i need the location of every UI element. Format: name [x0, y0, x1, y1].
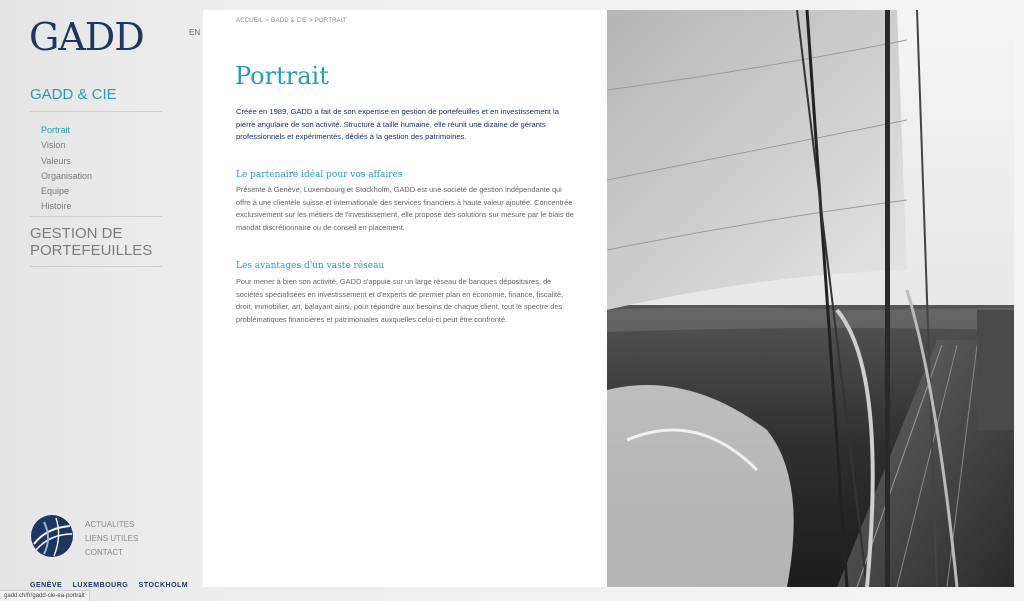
language-switch-link[interactable]: EN	[189, 28, 201, 37]
content-panel	[203, 10, 607, 587]
footer-link-actualites[interactable]: ACTUALITES	[85, 520, 135, 529]
divider	[30, 216, 162, 217]
section-body-reseau: Pour mener à bien son activité, GADD s'appuie sur un large réseau de banques dépositaires, de sociétés spécialisées en investissement et d'experts de premier plan en économie, finance, fiscalité, droit, immobilier, art, balayant ainsi, pour répondre aux besoins de chaque client, tout le spectre des problématiques financières et patrimoniales auxquelles celui-ci peut être confronté.	[236, 277, 564, 324]
footer-link-contact[interactable]: CONTACT	[85, 548, 124, 557]
footer-links	[85, 518, 138, 560]
subnav-item-organisation[interactable]: Organisation	[41, 170, 93, 181]
divider	[30, 111, 162, 112]
subnav-item-valeurs[interactable]: Valeurs	[41, 155, 71, 166]
city-geneve[interactable]: GENÈVE	[30, 582, 63, 589]
city-stockholm[interactable]: STOCKHOLM	[138, 582, 189, 589]
subnav-item-equipe[interactable]: Equipe	[41, 186, 70, 197]
sailboat-photo	[607, 10, 1014, 587]
breadcrumb[interactable]: ACCUEIL > GADD & CIE > PORTRAIT	[236, 18, 347, 24]
gadd-logo[interactable]: GADD	[29, 15, 144, 59]
page-title: Portrait	[235, 62, 329, 90]
subnav-item-histoire[interactable]: Histoire	[41, 201, 72, 212]
footer-link-liens-utiles[interactable]: LIENS UTILES	[85, 534, 139, 543]
divider	[30, 266, 162, 267]
subnav-item-vision[interactable]: Vision	[41, 140, 66, 151]
section-body-partenaire: Présente à Genève, Luxembourg et Stockholm, GADD est une société de gestion indépendante qui offre à une clientèle suisse et internationale des services financiers à haute valeur ajoutée. Concentrée exclusivement sur les métiers de l'investissement, elle propose des solutions sur mesure par le biais de mandat discrétionnaire ou de conseil en placement.	[236, 185, 574, 232]
intro-paragraph: Créée en 1989, GADD a fait de son expertise en gestion de portefeuilles et en investissement la pierre angulaire de son activité. Structure à taille humaine, elle réunit une dizaine de gérants professionnels et expérimentés, dédiés à la gestion des patrimoines.	[236, 107, 559, 141]
nav-section-gestion-portefeuilles[interactable]: GESTION DE PORTEFEUILLES	[30, 225, 153, 259]
gadd-emblem-icon	[30, 514, 74, 558]
subnav-item-portrait[interactable]: Portrait	[41, 125, 71, 135]
subnav-list	[41, 123, 92, 215]
office-cities	[30, 582, 196, 589]
city-luxembourg[interactable]: LUXEMBOURG	[72, 582, 129, 589]
section-heading-partenaire: Le partenaire idéal pour vos affaires	[236, 170, 403, 180]
section-heading-reseau: Les avantages d'un vaste réseau	[236, 261, 385, 271]
nav-section-gadd-cie[interactable]: GADD & CIE	[30, 86, 117, 103]
browser-status-url: gadd.ch/fr/gadd-cie-ea-portrait	[0, 590, 90, 601]
